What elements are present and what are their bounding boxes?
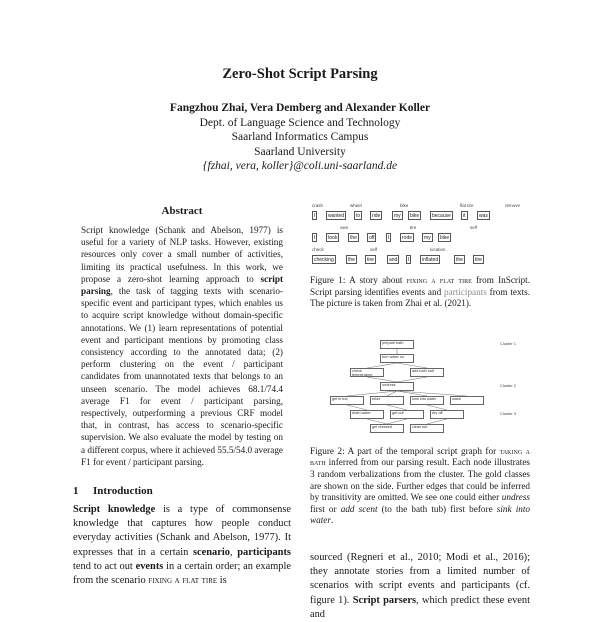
graph-node: get in tub xyxy=(330,396,364,405)
author-email: {fzhai, vera, koller}@coli.uni-saarland.de xyxy=(202,160,398,172)
abstract-text: , the task of tagging texts with scenario-specific event and participant types, which enables us to acquire script knowledge without domain-specific annotations. We (1) learn representations of potential event and participant mentions by promoting class consistency according to the annotated data; (2) perform clustering on the event / participant candidates from unannotated texts that belongs to an unseen scenario. The model achieves 68.1/74.4 average F1 for event / participant parsing, respectively, outperforming a previous CRF model that, in contrast, has access to scenario-specific supervision. We also evaluate the model by testing on a different corpus, where it achieved 55.5/54.0 average F1 for event / participant parsing. xyxy=(81,286,283,467)
graph-node: clean tub xyxy=(410,424,444,433)
intro-text: in a certain order; an example from the scenario xyxy=(73,560,291,587)
gold-class-label: Cluster 2 xyxy=(500,382,517,388)
annotation-label: remove xyxy=(505,203,521,208)
participants-word: participants xyxy=(443,286,487,297)
story-token: ride xyxy=(372,213,381,219)
gold-class-label: Cluster 3 xyxy=(500,410,517,416)
gold-class-label: Cluster 1 xyxy=(500,340,517,346)
scenario-name: taking a bath xyxy=(310,445,530,468)
graph-node: undress xyxy=(380,382,414,391)
story-token: rode xyxy=(402,235,413,241)
story-token: inflated xyxy=(422,257,439,263)
story-token: wanted xyxy=(328,213,345,219)
figure-2-caption xyxy=(310,446,530,527)
caption-text: . xyxy=(330,515,334,526)
annotation-label: flat tire xyxy=(460,203,474,208)
graph-node: dry off xyxy=(430,410,464,419)
caption-text: Figure 2: A part of the temporal script graph for xyxy=(310,445,500,456)
story-token: and xyxy=(389,257,398,263)
graph-node: relax xyxy=(370,396,404,405)
graph-node: prepare bath xyxy=(380,340,414,349)
story-token: to xyxy=(356,213,361,219)
figure-2 xyxy=(310,338,530,438)
affiliation-line: Saarland University xyxy=(254,145,346,158)
story-token: my xyxy=(394,213,401,219)
graph-node: check temperature xyxy=(350,368,384,377)
story-token: I xyxy=(314,213,316,219)
scenario-name: fixing a flat tire xyxy=(148,575,218,587)
story-token: was xyxy=(479,213,488,219)
story-token: tire xyxy=(475,257,482,263)
caption-text: from InScript. Script parsing identifies events and xyxy=(310,275,530,297)
graph-node: add bath salt xyxy=(410,368,444,377)
term: participants xyxy=(237,546,291,558)
section-heading xyxy=(73,485,291,497)
annotation-label: self xyxy=(470,225,478,230)
caption-text: first or xyxy=(310,503,341,514)
abstract-text: Script knowledge (Schank and Abelson, 1977) is useful for a variety of NLP tasks. However, existing resources only cover a small number of activities, limiting its practical usefulness. In this work, we propose a zero-shot learning approach to xyxy=(81,225,283,284)
annotation-label: self xyxy=(370,247,378,252)
story-token: bike xyxy=(440,235,450,241)
annotation-label: wheel xyxy=(350,203,362,208)
section-title: Introduction xyxy=(93,485,153,498)
scenario-name: fixing a flat tire xyxy=(406,275,472,285)
abstract-body xyxy=(81,224,283,468)
term: events xyxy=(135,560,164,572)
term: scenario xyxy=(193,546,230,558)
annotation-label: bike xyxy=(400,203,409,208)
story-token: tire xyxy=(367,257,374,263)
graph-node: sink into water xyxy=(410,396,444,405)
body-text: sourced (Regneri et al., 2010; Modi et al., 2016); they annotate stories from a limited number of scenarios with script events and participants (cf. figure 1). xyxy=(310,551,530,606)
annotation-label: location xyxy=(430,247,446,252)
caption-text: (to the bath tub) first before xyxy=(377,503,497,514)
story-token: I xyxy=(408,257,410,263)
graph-node: wash xyxy=(450,396,484,405)
caption-italic: add scent xyxy=(340,503,378,514)
intro-text: is xyxy=(217,575,227,587)
body-text: , which predict these event and xyxy=(310,594,530,620)
story-token: I xyxy=(314,235,316,241)
story-token: took xyxy=(328,235,338,241)
story-token: because xyxy=(432,213,451,219)
story-token: I xyxy=(388,235,390,241)
caption-text: from texts. The picture is taken from Zhai et al. (2021). xyxy=(310,286,530,309)
caption-text: Figure 1: A story about xyxy=(310,275,407,285)
graph-node: turn water on xyxy=(380,354,414,363)
story-token: it xyxy=(463,213,466,219)
abstract-keyword: script parsing xyxy=(81,273,283,297)
graph-node: get out xyxy=(390,410,424,419)
author-names: Fangzhou Zhai, Vera Demberg and Alexander Koller xyxy=(169,102,431,114)
paper-title: Zero-Shot Script Parsing xyxy=(222,66,378,82)
term: Script parsers xyxy=(352,594,417,606)
story-token: the xyxy=(350,235,357,241)
caption-italic: undress xyxy=(501,492,530,503)
story-token: checking xyxy=(314,257,334,263)
intro-paragraph xyxy=(73,503,291,588)
graph-node: get dressed xyxy=(370,424,404,433)
annotation-label: check xyxy=(312,247,324,252)
intro-text: tend to act out xyxy=(73,560,136,572)
story-token: my xyxy=(424,235,431,241)
figure-1-caption xyxy=(310,275,530,310)
right-column xyxy=(310,203,530,622)
intro-text: , xyxy=(229,546,238,558)
story-token: the xyxy=(348,257,355,263)
graph-node: drain water xyxy=(350,410,384,419)
figure-1 xyxy=(310,203,530,269)
story-token: off xyxy=(369,235,375,241)
caption-text: inferred from our parsing result. Each node illustrates 3 random verbalizations from the cluster. The gold classes are shown on the side. Further edges that could be inferred by transitivity are omitted. We see one could either xyxy=(310,457,530,503)
story-token: the xyxy=(456,257,463,263)
affiliation-line: Dept. of Language Science and Technology xyxy=(199,116,401,129)
left-column xyxy=(73,205,291,588)
abstract-heading: Abstract xyxy=(161,205,203,217)
intro-text: is a type of commonsense knowledge that captures how people conduct everyday activities (Schank and Abelson, 1977). It expresses that in a certain xyxy=(73,504,291,558)
term: Script knowledge xyxy=(73,504,156,516)
annotation-label: tire xyxy=(410,225,417,230)
annotation-label: crash xyxy=(312,203,324,208)
story-token: bike xyxy=(410,213,420,219)
author-block xyxy=(0,101,600,174)
section-number: 1 xyxy=(73,485,79,498)
figure-2-edges xyxy=(310,338,530,438)
affiliation-line: Saarland Informatics Campus xyxy=(231,131,369,143)
caption-italic: sink into water xyxy=(310,503,531,526)
right-column-paragraph xyxy=(310,551,530,622)
annotation-label: own xyxy=(340,225,349,230)
